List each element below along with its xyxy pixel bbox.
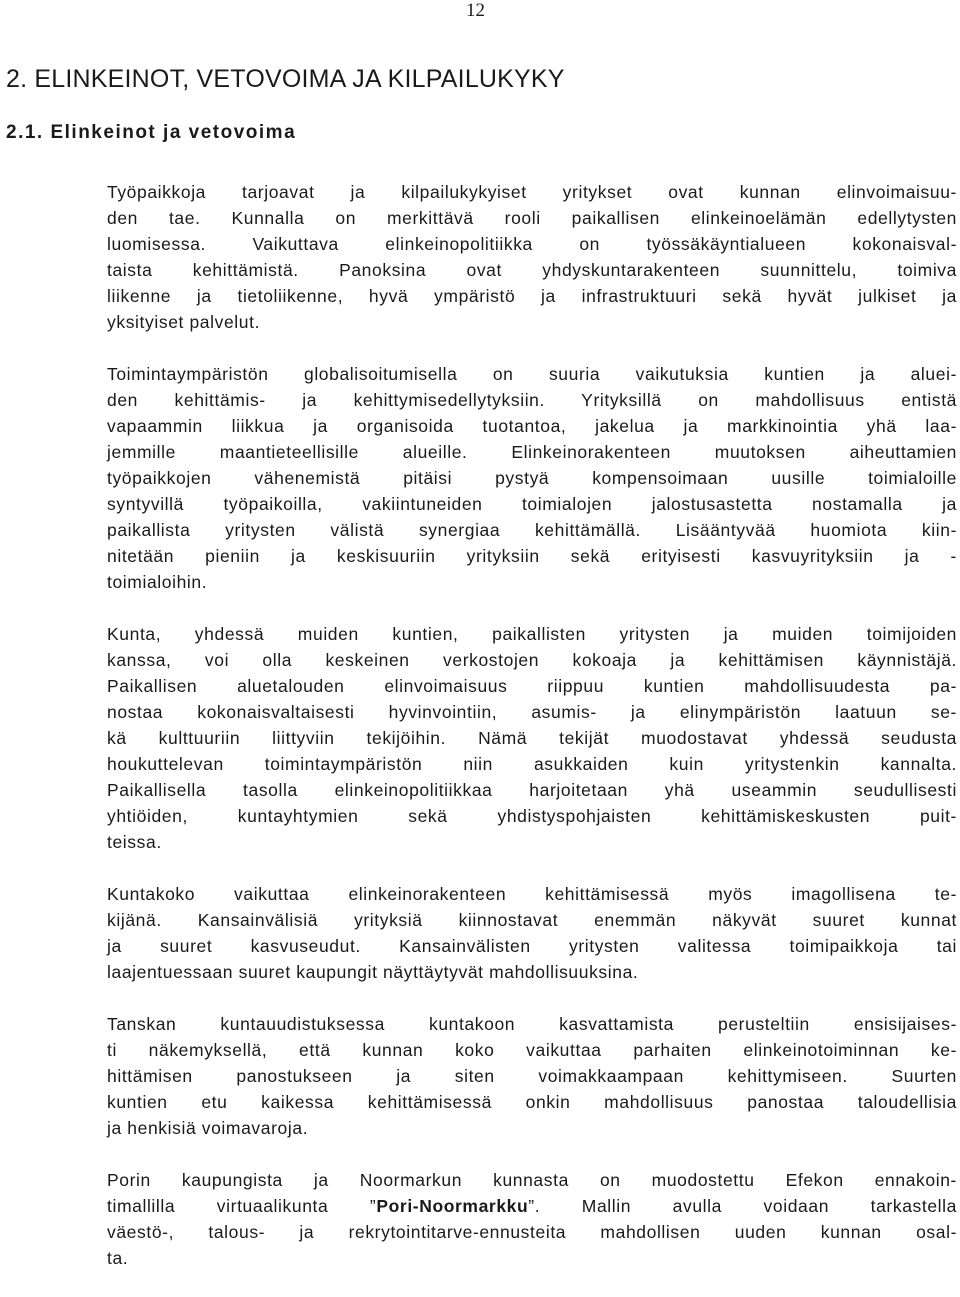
text-line: ti näkemyksellä, että kunnan koko vaikuttaa parhaiten elinkeinotoiminnan ke-	[107, 1040, 957, 1060]
section-title: 2.1. Elinkeinot ja vetovoima	[6, 122, 297, 143]
paragraph-6	[107, 1167, 957, 1271]
text-line: jemmille maantieteellisille alueille. Elinkeinorakenteen muutoksen aiheuttamien	[107, 442, 957, 462]
text-line: Paikallisella tasolla elinkeinopolitiikkaa harjoitetaan yhä useammin seudullisesti	[107, 780, 957, 800]
text-line: den tae. Kunnalla on merkittävä rooli paikallisen elinkeinoelämän edellytysten	[107, 208, 957, 228]
text-line: toimialoihin.	[107, 572, 208, 592]
text-line: liikenne ja tietoliikenne, hyvä ympäristö ja infrastruktuuri sekä hyvät julkiset ja	[107, 286, 957, 306]
paragraph-2	[107, 361, 957, 595]
text-line: laajentuessaan suuret kaupungit näyttäytyvät mahdollisuuksina.	[107, 962, 639, 982]
text-line: Paikallisen aluetalouden elinvoimaisuus riippuu kuntien mahdollisuudesta pa-	[107, 676, 957, 696]
page-number: 12	[466, 0, 485, 21]
text-line: Toimintaympäristön globalisoitumisella on suuria vaikutuksia kuntien ja aluei-	[107, 364, 957, 384]
text-line: hittämisen panostukseen ja siten voimakkaampaan kehittymiseen. Suurten	[107, 1066, 957, 1086]
text-line: taista kehittämistä. Panoksina ovat yhdyskuntarakenteen suunnittelu, toimiva	[107, 260, 957, 280]
text-line: yhtiöiden, kuntayhtymien sekä yhdistyspohjaisten kehittämiskeskusten puit-	[107, 806, 957, 826]
text-line: työpaikkojen vähenemistä pitäisi pystyä kompensoimaan uusille toimialoille	[107, 468, 957, 488]
text-line: nostaa kokonaisvaltaisesti hyvinvointiin, asumis- ja elinympäristön laatuun se-	[107, 702, 957, 722]
text-line: kuntien etu kaikessa kehittämisessä onkin mahdollisuus panostaa taloudellisia	[107, 1092, 957, 1112]
paragraph-4	[107, 881, 957, 985]
text-line: houkuttelevan toimintaympäristön niin asukkaiden kuin yritystenkin kannalta.	[107, 754, 957, 774]
municipality-name: Pori-Noormarkku	[376, 1196, 529, 1216]
text-line: vapaammin liikkua ja organisoida tuotantoa, jakelua ja markkinointia yhä laa-	[107, 416, 957, 436]
text-line: paikallista yritysten välistä synergiaa kehittämällä. Lisääntyvää huomiota kiin-	[107, 520, 957, 540]
paragraph-1	[107, 179, 957, 335]
text-line: Kuntakoko vaikuttaa elinkeinorakenteen kehittämisessä myös imagollisena te-	[107, 884, 957, 904]
paragraph-5	[107, 1011, 957, 1141]
text-line: Tanskan kuntauudistuksessa kuntakoon kasvattamista perusteltiin ensisijaises-	[107, 1014, 957, 1034]
text-line: kä kulttuuriin liittyviin tekijöihin. Nämä tekijät muodostavat yhdessä seudusta	[107, 728, 957, 748]
text-fragment: timallilla virtuaalikunta ”	[107, 1196, 377, 1216]
text-line: Porin kaupungista ja Noormarkun kunnasta on muodostettu Efekon ennakoin-	[107, 1170, 957, 1190]
text-line: luomisessa. Vaikuttava elinkeinopolitiikka on työssäkäyntialueen kokonaisval-	[107, 234, 957, 254]
chapter-title: 2. ELINKEINOT, VETOVOIMA JA KILPAILUKYKY	[6, 65, 565, 93]
text-line: teissa.	[107, 832, 162, 852]
text-line-with-name	[107, 1193, 957, 1219]
text-line: ja suuret kasvuseudut. Kansainvälisten yritysten valitessa toimipaikkoja tai	[107, 936, 957, 956]
text-fragment: ”. Mallin avulla voidaan tarkastella	[528, 1196, 957, 1216]
text-line: den kehittämis- ja kehittymisedellytyksiin. Yrityksillä on mahdollisuus entistä	[107, 390, 957, 410]
text-line: Kunta, yhdessä muiden kuntien, paikallisten yritysten ja muiden toimijoiden	[107, 624, 957, 644]
text-line: ta.	[107, 1248, 129, 1268]
text-line: syntyvillä työpaikoilla, vakiintuneiden toimialojen jalostusastetta nostamalla ja	[107, 494, 957, 514]
text-line: Työpaikkoja tarjoavat ja kilpailukykyiset yritykset ovat kunnan elinvoimaisuu-	[107, 182, 957, 202]
text-line: kijänä. Kansainvälisiä yrityksiä kiinnostavat enemmän näkyvät suuret kunnat	[107, 910, 957, 930]
body-text	[107, 179, 957, 1297]
text-line: väestö-, talous- ja rekrytointitarve-ennusteita mahdollisen uuden kunnan osal-	[107, 1222, 957, 1242]
text-line: ja henkisiä voimavaroja.	[107, 1118, 309, 1138]
text-line: yksityiset palvelut.	[107, 312, 261, 332]
text-line: kanssa, voi olla keskeinen verkostojen kokoaja ja kehittämisen käynnistäjä.	[107, 650, 957, 670]
paragraph-3	[107, 621, 957, 855]
text-line: nitetään pieniin ja keskisuuriin yrityksiin sekä erityisesti kasvuyrityksiin ja -	[107, 546, 957, 566]
